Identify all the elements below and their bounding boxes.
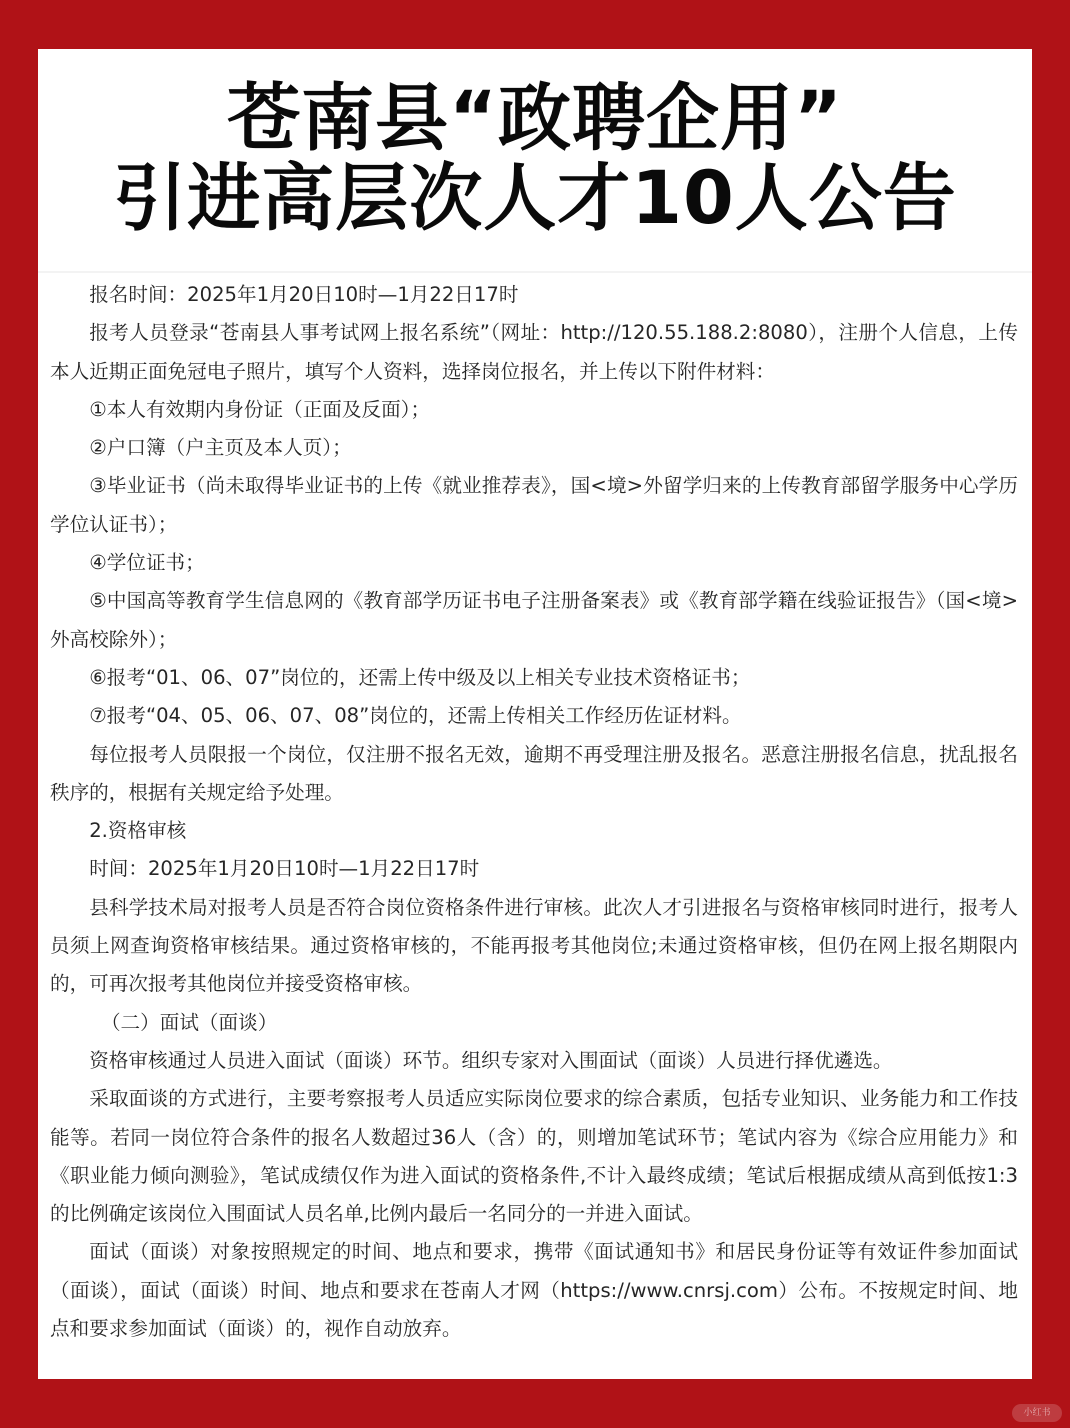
interview-intro: 资格审核通过人员进入面试（面谈）环节。组织专家对入围面试（面谈）人员进行择优遴选。 [89, 1048, 893, 1072]
review-time: 时间：2025年1月20日10时—1月22日17时 [89, 857, 480, 881]
attachment-item-5: ⑤中国高等教育学生信息网的《教育部学历证书电子注册备案表》或《教育部学籍在线验证报告》（国<境>外高校除外）； [50, 589, 1018, 651]
attachment-item-2: ②户口簿（户主页及本人页）； [89, 436, 352, 460]
section-heading-interview: （二）面试（面谈） [100, 1010, 278, 1034]
announcement-sheet [38, 49, 1032, 1379]
announcement-title [38, 76, 1032, 241]
review-description: 县科学技术局对报考人员是否符合岗位资格条件进行审核。此次人才引进报名与资格审核同时进行，报考人员须上网查询资格审核结果。通过资格审核的，不能再报考其他岗位;未通过资格审核，但仍在网上报名期限内的，可再次报考其他岗位并接受资格审核。 [50, 895, 1018, 996]
interview-method: 采取面谈的方式进行，主要考察报考人员适应实际岗位要求的综合素质，包括专业知识、业务能力和工作技能等。若同一岗位符合条件的报名人数超过36人（含）的，则增加笔试环节；笔试内容为《综合应用能力》和《职业能力倾向测验》，笔试成绩仅作为进入面试的资格条件,不计入最终成绩；笔试后根据成绩从高到低按1:3的比例确定该岗位入围面试人员名单,比例内最后一名同分的一并进入面试。 [50, 1087, 1018, 1226]
interview-arrangements: 面试（面谈）对象按照规定的时间、地点和要求，携带《面试通知书》和居民身份证等有效证件参加面试（面谈），面试（面谈）时间、地点和要求在苍南人才网（https://www.cnrsj.com）公布。不按规定时间、地点和要求参加面试（面谈）的，视作自动放弃。 [50, 1240, 1018, 1341]
registration-instructions: 报考人员登录“苍南县人事考试网上报名系统”（网址：http://120.55.188.2:8080），注册个人信息，上传本人近期正面免冠电子照片，填写个人资料，选择岗位报名，并上传以下附件材料： [50, 321, 1018, 383]
attachment-item-4: ④学位证书； [89, 551, 205, 575]
title-line-1: 苍南县“政聘企用” [227, 76, 843, 161]
title-line-2: 引进高层次人才10人公告 [113, 156, 957, 241]
attachment-item-7: ⑦报考“04、05、06、07、08”岗位的，还需上传相关工作经历佐证材料。 [89, 704, 742, 728]
watermark-badge: 小红书 [1012, 1404, 1062, 1422]
title-divider [38, 271, 1032, 273]
section-heading-qualification-review: 2.资格审核 [89, 819, 187, 843]
attachment-item-1: ①本人有效期内身份证（正面及反面）； [89, 397, 431, 421]
announcement-body [50, 276, 1018, 1348]
registration-time: 报名时间：2025年1月20日10时—1月22日17时 [89, 283, 519, 306]
attachment-item-6: ⑥报考“01、06、07”岗位的，还需上传中级及以上相关专业技术资格证书； [89, 665, 751, 689]
attachment-item-3: ③毕业证书（尚未取得毕业证书的上传《就业推荐表》，国<境>外留学归来的上传教育部留学服务中心学历学位认证书）； [50, 474, 1018, 536]
registration-rules: 每位报考人员限报一个岗位，仅注册不报名无效，逾期不再受理注册及报名。恶意注册报名信息，扰乱报名秩序的，根据有关规定给予处理。 [50, 742, 1018, 804]
